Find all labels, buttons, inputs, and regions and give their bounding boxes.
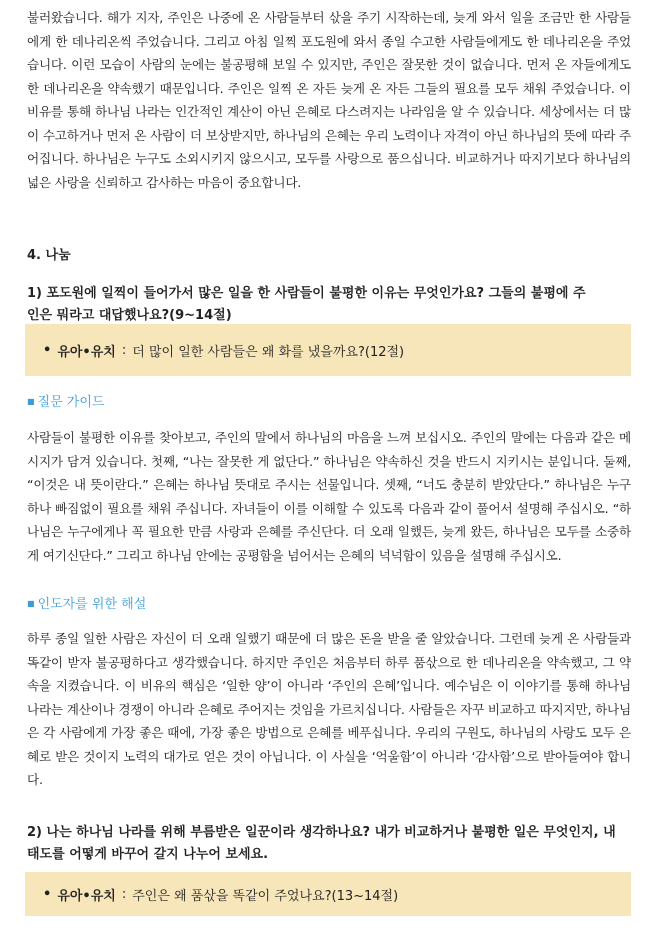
callout-box-2 — [25, 872, 631, 916]
question-1: 1) 포도원에 일찍이 들어가서 많은 일을 한 사람들이 불평한 이유는 무엇인가요? 그들의 불평에 주인은 뭐라고 대답했나요?(9~14절) — [27, 286, 586, 323]
callout-bullet: • — [43, 342, 52, 358]
leader-heading — [27, 594, 146, 615]
guide-title: 질문 가이드 — [37, 395, 105, 410]
square-bullet-icon: ■ — [27, 397, 35, 406]
callout-tag: 유아•유치 — [57, 888, 116, 904]
square-bullet-icon: ■ — [27, 599, 35, 608]
section-title: 4. 나눔 — [27, 248, 71, 263]
intro-paragraph: 불러왔습니다. 해가 지자, 주인은 나중에 온 사람들부터 삯을 주기 시작하는데, 늦게 와서 일을 조금만 한 사람들에게 한 데나리온씩 주었습니다. 그리고 아침 일찍 포도원에 와서 종일 수고한 사람들에게도 한 데나리온을 주었습니다. 이런 모습이 사람의 눈에는 불공평해 보일 수 있지만, 주인은 잘못한 것이 없습니다. 먼저 온 자들에게도 한 데나리온을 약속했기 때문입니다. 주인은 일찍 온 자든 늦게 온 자든 그들의 필요를 모두 채워 주었습니다. 이 비유를 통해 하나님 나라는 인간적인 계산이 아닌 은혜로 다스려지는 나라임을 알 수 있습니다. 세상에서는 더 많이 수고하거나 먼저 온 사람이 더 보상받지만, 하나님의 은혜는 우리 노력이나 자격이 아닌 하나님의 뜻에 따라 주어집니다. 하나님은 누구도 소외시키지 않으시고, 모두를 사랑으로 품으십니다. 비교하거나 따지기보다 하나님의 넓은 사랑을 신뢰하고 감사하는 마음이 중요합니다. — [27, 10, 631, 190]
leader-paragraph: 하루 종일 일한 사람은 자신이 더 오래 일했기 때문에 더 많은 돈을 받을 줄 알았습니다. 그런데 늦게 온 사람들과 똑같이 받자 불공평하다고 생각했습니다. 하지만 주인은 처음부터 하루 품삯으로 한 데나리온을 약속했고, 그 약속을 지켰습니다. 이 비유의 핵심은 ‘일한 양’이 아니라 ‘주인의 은혜’입니다. 예수님은 이 이야기를 통해 하나님 나라는 계산이나 경쟁이 아니라 은혜로 주어지는 것임을 가르치십니다. 사람들은 자꾸 비교하고 따지지만, 하나님은 각 사람에게 가장 좋은 때에, 가장 좋은 방법으로 은혜를 베푸십니다. 우리의 구원도, 하나님의 사랑도 모두 은혜로 받은 것이지 노력의 대가로 얻은 것이 아닙니다. 이 사실을 ‘억울함’이 아니라 ‘감사함’으로 받아들여야 합니다. — [27, 631, 631, 787]
question-2: 2) 나는 하나님 나라를 위해 부름받은 일꾼이라 생각하나요? 내가 비교하거나 불평한 일은 무엇인지, 내 태도를 어떻게 바꾸어 갈지 나누어 보세요. — [27, 825, 616, 862]
callout-bullet: • — [43, 886, 52, 902]
leader-title: 인도자를 위한 해설 — [37, 597, 147, 612]
callout-text: 주인은 왜 품삯을 똑같이 주었나요?(13~14절) — [132, 888, 399, 904]
callout-text: 더 많이 일한 사람들은 왜 화를 냈을까요?(12절) — [132, 344, 405, 360]
guide-paragraph: 사람들이 불평한 이유를 찾아보고, 주인의 말에서 하나님의 마음을 느껴 보십시오. 주인의 말에는 다음과 같은 메시지가 담겨 있습니다. 첫째, “나는 잘못한 게 없단다.” 하나님은 약속하신 것을 반드시 지키시는 분입니다. 둘째, “이것은 내 뜻이란다.” 은혜는 하나님 뜻대로 주시는 선물입니다. 셋째, “너도 충분히 받았단다.” 하나님은 누구 하나 빠짐없이 필요를 채워 주십니다. 자녀들이 이를 이해할 수 있도록 다음과 같이 풀어서 설명해 주십시오. “하나님은 누구에게나 꼭 필요한 만큼 사랑과 은혜를 주신단다. 더 오래 일했든, 늦게 왔든, 하나님은 모두를 소중하게 여기신단다.” 그리고 하나님 안에는 공평함을 넘어서는 은혜의 넉넉함이 있음을 설명해 주십시오. — [27, 430, 631, 563]
callout-tag: 유아•유치 — [57, 344, 116, 360]
callout-separator: : — [121, 342, 127, 358]
callout-separator: : — [121, 886, 127, 902]
callout-box-1 — [25, 324, 631, 376]
guide-heading — [27, 392, 105, 413]
